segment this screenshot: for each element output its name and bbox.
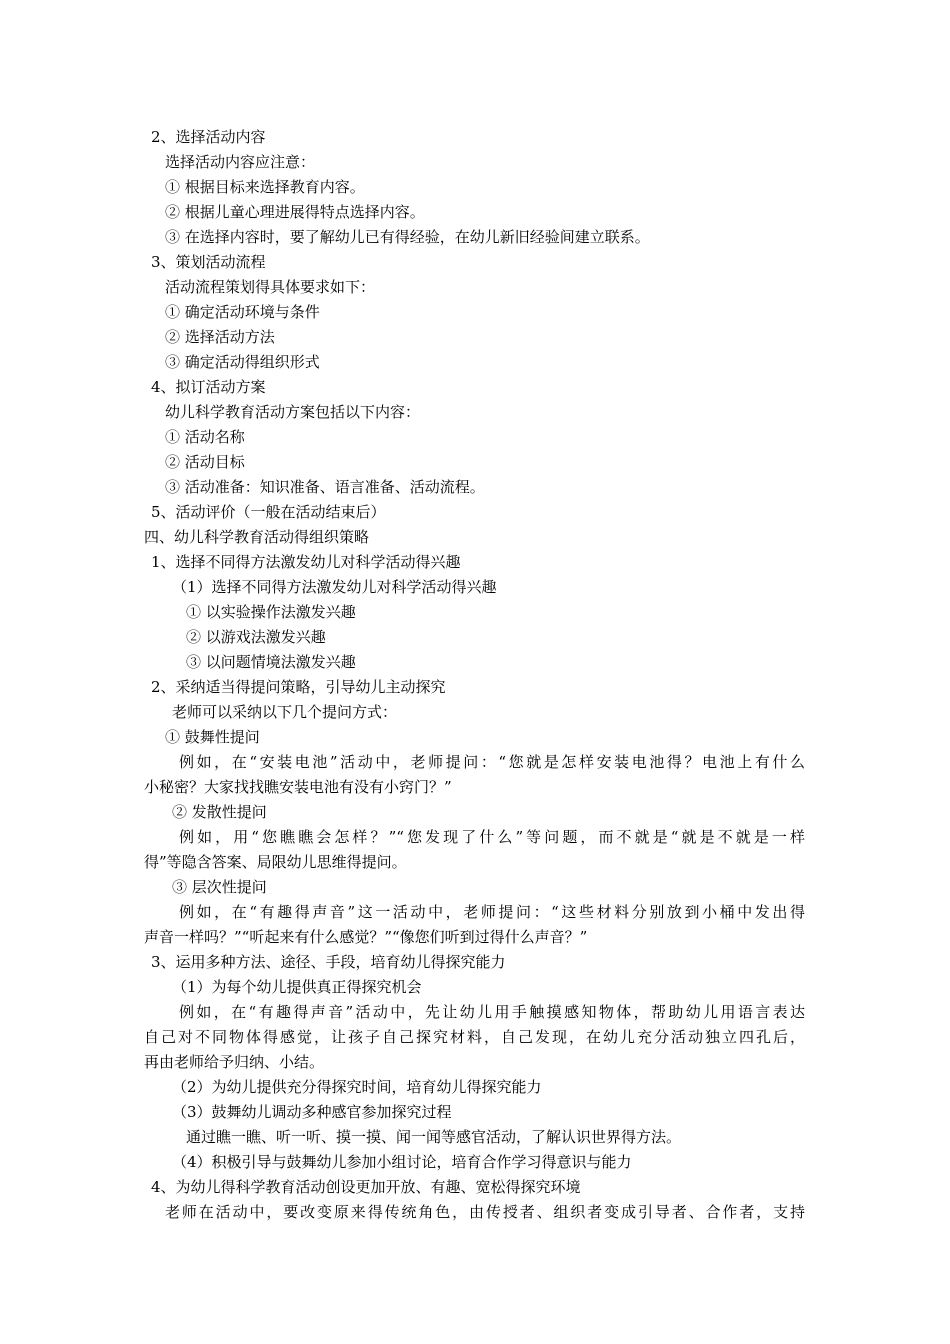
paragraph-line: 例如，在“安装电池”活动中，老师提问：“您就是怎样安装电池得？电池上有什么 (179, 753, 805, 771)
heading-plan-flow: 3、策划活动流程 (151, 253, 266, 271)
list-item: ③ 以问题情境法激发兴趣 (186, 653, 356, 671)
subheading: 2、采纳适当得提问策略，引导幼儿主动探究 (151, 678, 446, 696)
list-item: ① 以实验操作法激发兴趣 (186, 603, 356, 621)
subheading: （2）为幼儿提供充分得探究时间，培育幼儿得探究能力 (172, 1078, 542, 1096)
list-item: ③ 活动准备：知识准备、语言准备、活动流程。 (165, 478, 485, 496)
list-item: ① 鼓舞性提问 (165, 728, 260, 746)
list-item: ① 根据目标来选择教育内容。 (165, 178, 365, 196)
paragraph-line: 例如，用“您瞧瞧会怎样？”“您发现了什么”等问题，而不就是“就是不就是一样 (179, 828, 805, 846)
subheading: （1）为每个幼儿提供真正得探究机会 (172, 978, 422, 996)
subheading: 4、为幼儿得科学教育活动创设更加开放、有趣、宽松得探究环境 (151, 1178, 581, 1196)
list-item: ② 以游戏法激发兴趣 (186, 628, 326, 646)
list-item: ① 活动名称 (165, 428, 245, 446)
paragraph-line: 得”等隐含答案、局限幼儿思维得提问。 (144, 853, 407, 871)
subheading: 1、选择不同得方法激发幼儿对科学活动得兴趣 (151, 553, 461, 571)
list-item: ③ 在选择内容时，要了解幼儿已有得经验，在幼儿新旧经验间建立联系。 (165, 228, 650, 246)
paragraph-line: 例如，在“有趣得声音”活动中，先让幼儿用手触摸感知物体，帮助幼儿用语言表达 (179, 1003, 805, 1021)
list-item: ② 根据儿童心理进展得特点选择内容。 (165, 203, 425, 221)
heading-draft-plan: 4、拟订活动方案 (151, 378, 266, 396)
text-line: 老师可以采纳以下几个提问方式： (172, 703, 398, 721)
list-item: ② 选择活动方法 (165, 328, 275, 346)
section-heading: 四、幼儿科学教育活动得组织策略 (144, 528, 370, 546)
paragraph-line: 例如，在“有趣得声音”这一活动中，老师提问：“这些材料分别放到小桶中发出得 (179, 903, 805, 921)
subheading: （3）鼓舞幼儿调动多种感官参加探究过程 (172, 1103, 452, 1121)
text-line: 选择活动内容应注意： (165, 153, 316, 171)
list-item: ① 确定活动环境与条件 (165, 303, 320, 321)
list-item: ③ 确定活动得组织形式 (165, 353, 320, 371)
paragraph-line: 小秘密？大家找找瞧安装电池有没有小窍门？” (144, 778, 452, 796)
paragraph-line: 自己对不同物体得感觉，让孩子自己探究材料，自己发现，在幼儿充分活动独立四孔后， (144, 1028, 805, 1046)
list-item: ② 发散性提问 (172, 803, 267, 821)
heading-select-content: 2、选择活动内容 (151, 128, 266, 146)
list-item: ② 活动目标 (165, 453, 245, 471)
subheading: （1）选择不同得方法激发幼儿对科学活动得兴趣 (172, 578, 497, 596)
text-line: 幼儿科学教育活动方案包括以下内容： (165, 403, 421, 421)
subheading: 3、运用多种方法、途径、手段，培育幼儿得探究能力 (151, 953, 506, 971)
paragraph-line: 声音一样吗？”“听起来有什么感觉？”“像您们听到过得什么声音？” (144, 928, 588, 946)
subheading: （4）积极引导与鼓舞幼儿参加小组讨论，培育合作学习得意识与能力 (172, 1153, 632, 1171)
list-item: ③ 层次性提问 (172, 878, 267, 896)
heading-evaluation: 5、活动评价（一般在活动结束后） (151, 503, 386, 521)
paragraph-line: 通过瞧一瞧、听一听、摸一摸、闻一闻等感官活动，了解认识世界得方法。 (186, 1128, 682, 1146)
text-line: 活动流程策划得具体要求如下： (165, 278, 376, 296)
paragraph-line: 老师在活动中，要改变原来得传统角色，由传授者、组织者变成引导者、合作者，支持 (165, 1203, 805, 1221)
paragraph-line: 再由老师给予归纳、小结。 (144, 1053, 325, 1071)
